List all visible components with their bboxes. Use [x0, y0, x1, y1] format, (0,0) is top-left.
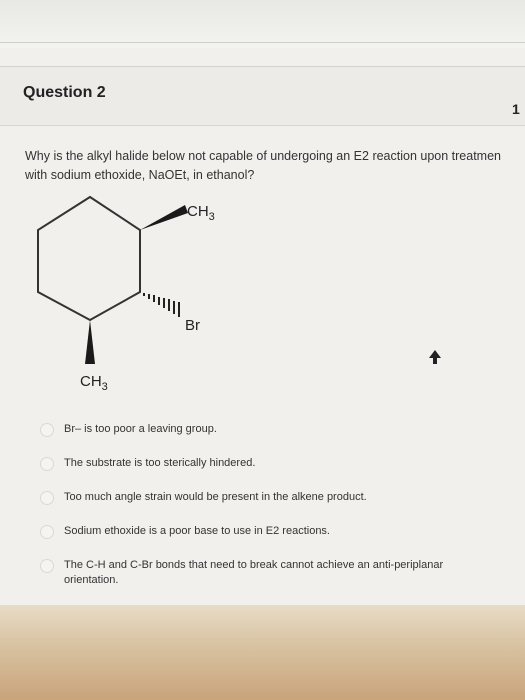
choice-3[interactable]: [40, 490, 510, 505]
label-br: Br: [185, 317, 200, 334]
choice-2[interactable]: [40, 456, 510, 471]
cyclohexane-ring: [38, 197, 140, 320]
mouse-cursor-icon: [428, 350, 442, 366]
prompt-line-2: with sodium ethoxide, NaOEt, in ethanol?: [25, 168, 255, 182]
hashed-bond-br: [144, 293, 179, 317]
label-top-ch3: $CH_3$: [187, 203, 215, 223]
wedge-bond-bottom: [85, 320, 95, 364]
radio-button[interactable]: [40, 491, 54, 505]
answer-choices: [40, 422, 510, 588]
choice-5[interactable]: [40, 558, 510, 588]
radio-button[interactable]: [40, 559, 54, 573]
question-title: Question 2: [23, 84, 106, 101]
choice-label: Too much angle strain would be present in the alkene product.: [64, 491, 367, 503]
choice-label: The substrate is too sterically hindered.: [64, 457, 256, 469]
divider: [0, 42, 525, 43]
desk-surface: [0, 605, 525, 700]
choice-label: Sodium ethoxide is a poor base to use in E2 reactions.: [64, 525, 330, 537]
choice-1[interactable]: [40, 422, 510, 437]
label-bottom-ch3: $CH_3$: [80, 373, 108, 393]
question-points: 1: [512, 101, 520, 117]
radio-button[interactable]: [40, 525, 54, 539]
wedge-bond-top: [140, 205, 188, 230]
molecule-structure: [0, 190, 300, 400]
radio-button[interactable]: [40, 423, 54, 437]
radio-button[interactable]: [40, 457, 54, 471]
choice-label: The C-H and C-Br bonds that need to break cannot achieve an anti-periplanar orientation.: [64, 559, 444, 586]
question-prompt: [25, 147, 525, 185]
choice-label: Br– is too poor a leaving group.: [64, 423, 217, 435]
choice-4[interactable]: [40, 524, 510, 539]
top-strip: [0, 0, 525, 48]
prompt-line-1: Why is the alkyl halide below not capable of undergoing an E2 reaction upon treatmen: [25, 149, 501, 163]
